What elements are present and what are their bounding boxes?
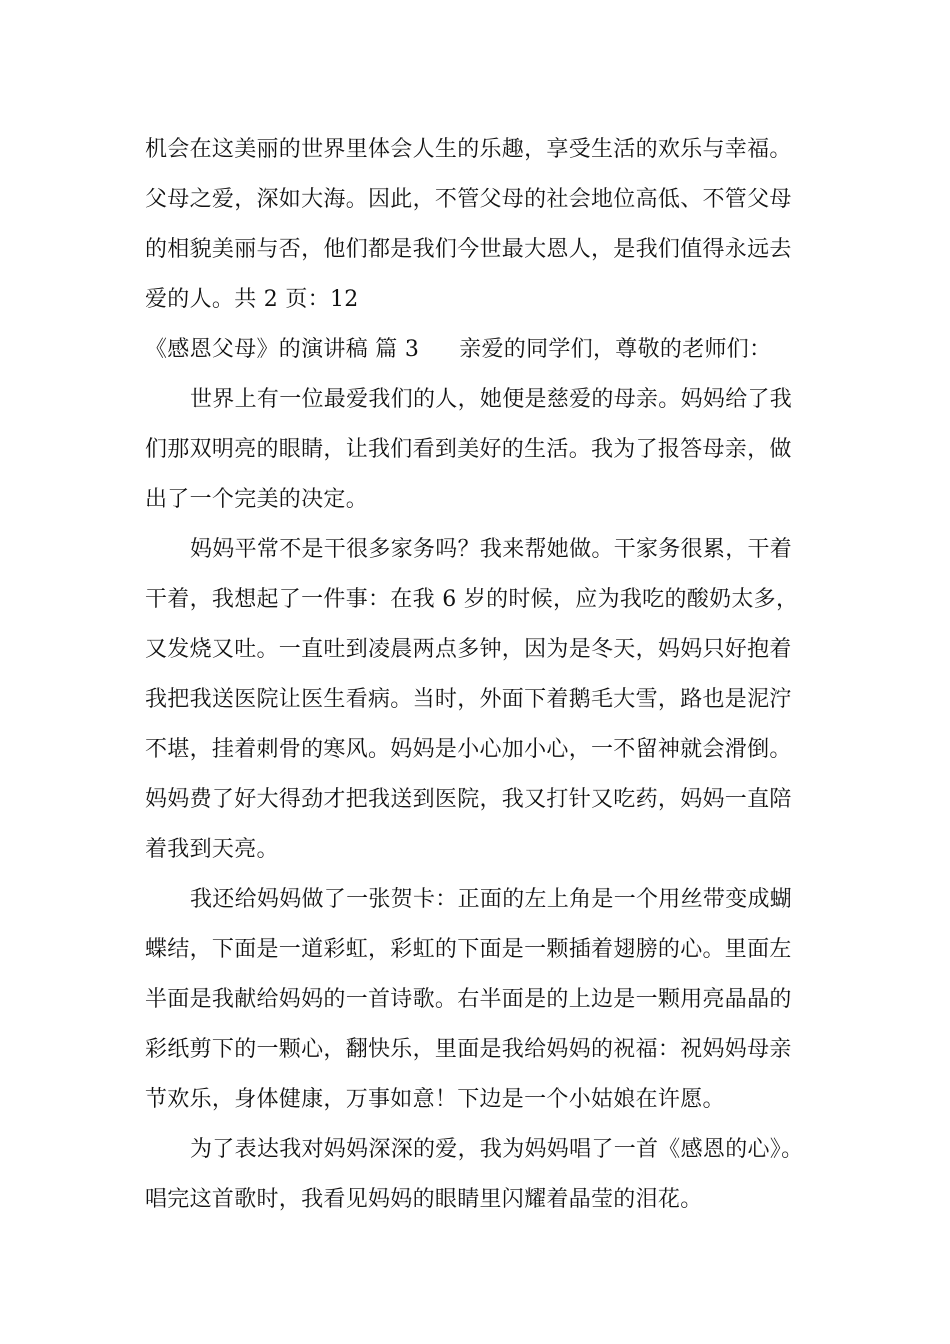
paragraph-line: 蝶结，下面是一道彩虹，彩虹的下面是一颗插着翅膀的心。里面左: [145, 937, 792, 962]
paragraph-line: 妈妈平常不是干很多家务吗？我来帮她做。干家务很累，干着: [190, 537, 793, 562]
paragraph-line: 们那双明亮的眼睛，让我们看到美好的生活。我为了报答母亲，做: [145, 437, 792, 462]
paragraph-line: 妈妈费了好大得劲才把我送到医院，我又打针又吃药，妈妈一直陪: [145, 787, 792, 812]
paragraph-line: 着我到天亮。: [145, 837, 279, 862]
paragraph-line: 我把我送医院让医生看病。当时，外面下着鹅毛大雪，路也是泥泞: [145, 687, 792, 712]
speech-title: 《感恩父母》的演讲稿 篇 3: [145, 337, 420, 362]
continuation-line: 机会在这美丽的世界里体会人生的乐趣，享受生活的欢乐与幸福。: [145, 137, 792, 162]
paragraph-line: 又发烧又吐。一直吐到凌晨两点多钟，因为是冬天，妈妈只好抱着: [145, 637, 792, 662]
paragraph-line: 半面是我献给妈妈的一首诗歌。右半面是的上边是一颗用亮晶晶的: [145, 987, 792, 1012]
paragraph-line: 不堪，挂着刺骨的寒风。妈妈是小心加小心，一不留神就会滑倒。: [145, 737, 792, 762]
paragraph-line: 为了表达我对妈妈深深的爱，我为妈妈唱了一首《感恩的心》。: [190, 1137, 804, 1162]
continuation-line: 爱的人。共 2 页：12: [145, 287, 359, 312]
paragraph-line: 节欢乐，身体健康，万事如意！下边是一个小姑娘在许愿。: [145, 1087, 725, 1112]
paragraph-line: 唱完这首歌时，我看见妈妈的眼睛里闪耀着晶莹的泪花。: [145, 1187, 703, 1212]
section-heading-line: [145, 335, 771, 365]
continuation-line: 父母之爱，深如大海。因此，不管父母的社会地位高低、不管父母: [145, 187, 792, 212]
paragraph-line: 世界上有一位最爱我们的人，她便是慈爱的母亲。妈妈给了我: [190, 387, 793, 412]
paragraph-line: 彩纸剪下的一颗心，翻快乐，里面是我给妈妈的祝福：祝妈妈母亲: [145, 1037, 792, 1062]
paragraph-line: 干着，我想起了一件事：在我 6 岁的时候，应为我吃的酸奶太多，: [145, 587, 799, 612]
continuation-line: 的相貌美丽与否，他们都是我们今世最大恩人，是我们值得永远去: [145, 237, 792, 262]
paragraph-line: 出了一个完美的决定。: [145, 487, 369, 512]
salutation: 亲爱的同学们，尊敬的老师们：: [459, 337, 772, 362]
paragraph-line: 我还给妈妈做了一张贺卡：正面的左上角是一个用丝带变成蝴: [190, 887, 793, 912]
